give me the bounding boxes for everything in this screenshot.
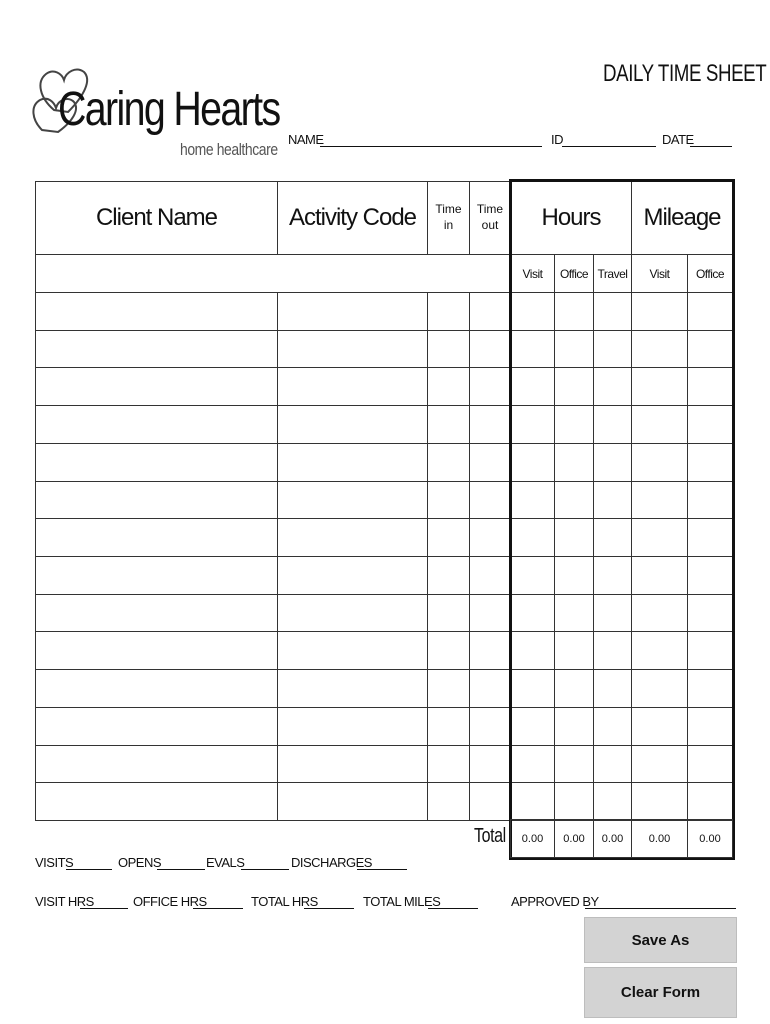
client-name-header: Client Name: [35, 181, 278, 255]
client-name-cell[interactable]: [35, 292, 278, 331]
client-name-cell[interactable]: [35, 782, 278, 821]
time-in-header: Time in: [427, 181, 470, 255]
time-out-cell[interactable]: [469, 594, 511, 633]
total-mileage-office: 0.00: [687, 819, 733, 858]
brand-name: Caring Hearts: [58, 83, 280, 136]
total-hours-office: 0.00: [554, 819, 594, 858]
time-out-cell[interactable]: [469, 707, 511, 746]
hours-mileage-frame: [509, 179, 735, 860]
evals-field[interactable]: [241, 869, 289, 870]
total-hours-travel: 0.00: [593, 819, 632, 858]
office-hrs-field[interactable]: [193, 908, 243, 909]
time-in-cell[interactable]: [427, 367, 470, 406]
client-name-cell[interactable]: [35, 669, 278, 708]
time-out-header: Time out: [469, 181, 511, 255]
brand-tagline: home healthcare: [180, 140, 278, 159]
activity-code-header: Activity Code: [277, 181, 428, 255]
activity-code-cell[interactable]: [277, 556, 428, 595]
time-in-cell[interactable]: [427, 443, 470, 482]
total-hours-visit: 0.00: [510, 819, 555, 858]
client-name-cell[interactable]: [35, 405, 278, 444]
time-in-cell[interactable]: [427, 518, 470, 557]
client-name-cell[interactable]: [35, 518, 278, 557]
visit-hrs-label: VISIT HRS: [35, 894, 94, 909]
evals-label: EVALS: [206, 855, 245, 870]
time-in-cell[interactable]: [427, 631, 470, 670]
opens-label: OPENS: [118, 855, 162, 870]
total-miles-field[interactable]: [428, 908, 478, 909]
subheader-blank: [35, 254, 511, 293]
total-hrs-field[interactable]: [304, 908, 354, 909]
time-in-cell[interactable]: [427, 481, 470, 520]
client-name-cell[interactable]: [35, 745, 278, 784]
opens-field[interactable]: [157, 869, 205, 870]
activity-code-cell[interactable]: [277, 518, 428, 557]
time-out-cell[interactable]: [469, 292, 511, 331]
name-label: NAME: [288, 132, 324, 147]
client-name-cell[interactable]: [35, 594, 278, 633]
clear-form-button[interactable]: Clear Form: [584, 967, 737, 1018]
id-label: ID: [551, 132, 563, 147]
time-out-cell[interactable]: [469, 367, 511, 406]
time-in-cell[interactable]: [427, 556, 470, 595]
time-out-cell[interactable]: [469, 669, 511, 708]
client-name-cell[interactable]: [35, 631, 278, 670]
client-name-cell[interactable]: [35, 556, 278, 595]
time-in-cell[interactable]: [427, 405, 470, 444]
hours-office-subheader: Office: [554, 254, 594, 293]
save-as-button[interactable]: Save As: [584, 917, 737, 963]
date-label: DATE: [662, 132, 694, 147]
mileage-office-subheader: Office: [687, 254, 733, 293]
activity-code-cell[interactable]: [277, 669, 428, 708]
visits-field[interactable]: [66, 869, 112, 870]
hours-visit-subheader: Visit: [510, 254, 555, 293]
time-out-cell[interactable]: [469, 405, 511, 444]
activity-code-cell[interactable]: [277, 405, 428, 444]
discharges-label: DISCHARGES: [291, 855, 372, 870]
hours-header: Hours: [510, 181, 632, 255]
time-out-cell[interactable]: [469, 518, 511, 557]
activity-code-cell[interactable]: [277, 292, 428, 331]
client-name-cell[interactable]: [35, 481, 278, 520]
mileage-visit-subheader: Visit: [631, 254, 688, 293]
time-out-cell[interactable]: [469, 745, 511, 784]
visit-hrs-field[interactable]: [80, 908, 128, 909]
time-out-cell[interactable]: [469, 631, 511, 670]
time-out-cell[interactable]: [469, 782, 511, 821]
id-field[interactable]: [562, 146, 656, 147]
sheet-title: DAILY TIME SHEET: [603, 60, 767, 87]
activity-code-cell[interactable]: [277, 443, 428, 482]
activity-code-cell[interactable]: [277, 782, 428, 821]
total-miles-label: TOTAL MILES: [363, 894, 441, 909]
activity-code-cell[interactable]: [277, 631, 428, 670]
time-out-cell[interactable]: [469, 330, 511, 369]
visits-label: VISITS: [35, 855, 74, 870]
total-mileage-visit: 0.00: [631, 819, 688, 858]
time-in-cell[interactable]: [427, 782, 470, 821]
time-out-cell[interactable]: [469, 481, 511, 520]
hours-travel-subheader: Travel: [593, 254, 632, 293]
time-out-cell[interactable]: [469, 556, 511, 595]
time-in-cell[interactable]: [427, 745, 470, 784]
time-in-cell[interactable]: [427, 330, 470, 369]
name-field[interactable]: [320, 146, 542, 147]
time-in-cell[interactable]: [427, 669, 470, 708]
client-name-cell[interactable]: [35, 367, 278, 406]
activity-code-cell[interactable]: [277, 745, 428, 784]
client-name-cell[interactable]: [35, 330, 278, 369]
time-in-cell[interactable]: [427, 594, 470, 633]
client-name-cell[interactable]: [35, 707, 278, 746]
activity-code-cell[interactable]: [277, 330, 428, 369]
time-out-cell[interactable]: [469, 443, 511, 482]
activity-code-cell[interactable]: [277, 594, 428, 633]
date-field[interactable]: [690, 146, 732, 147]
time-in-cell[interactable]: [427, 707, 470, 746]
client-name-cell[interactable]: [35, 443, 278, 482]
approved-by-label: APPROVED BY: [511, 894, 599, 909]
discharges-field[interactable]: [357, 869, 407, 870]
total-hrs-label: TOTAL HRS: [251, 894, 318, 909]
approved-by-field[interactable]: [585, 908, 736, 909]
office-hrs-label: OFFICE HRS: [133, 894, 207, 909]
activity-code-cell[interactable]: [277, 707, 428, 746]
activity-code-cell[interactable]: [277, 367, 428, 406]
total-label: Total: [474, 825, 506, 847]
activity-code-cell[interactable]: [277, 481, 428, 520]
time-in-cell[interactable]: [427, 292, 470, 331]
mileage-header: Mileage: [631, 181, 733, 255]
